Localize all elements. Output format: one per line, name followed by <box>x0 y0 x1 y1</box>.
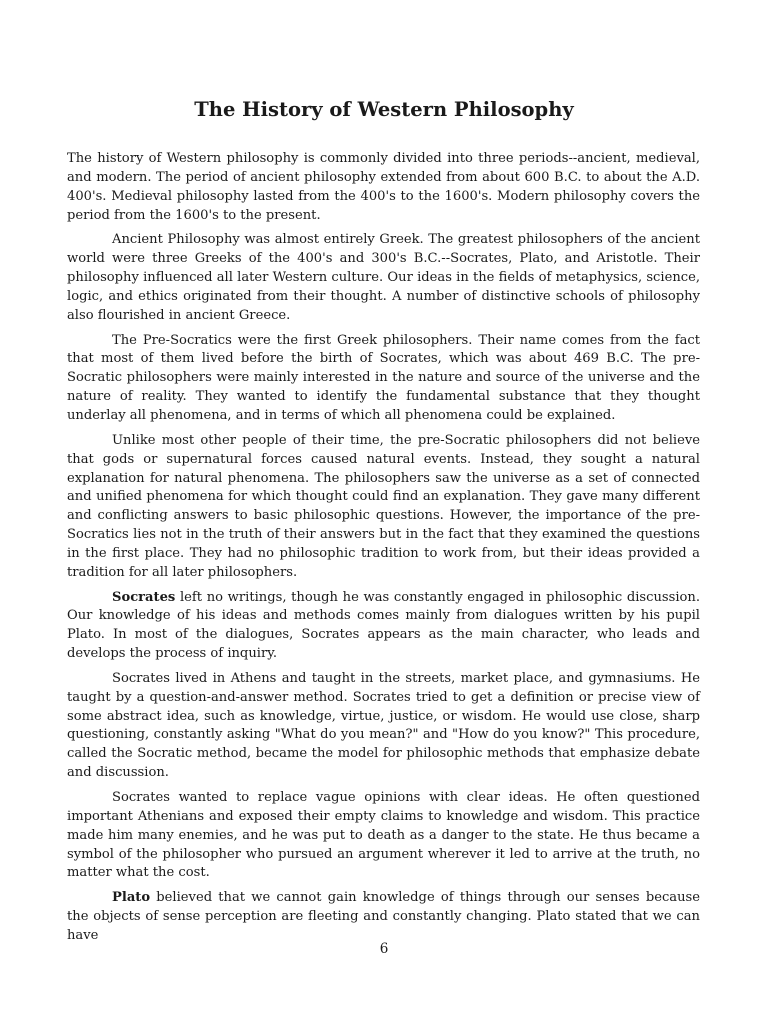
paragraph-text: believed that we cannot gain knowledge of things through our senses because the objects of sense perception are fleeting and constantly changing. Plato stated that we can have <box>67 890 700 943</box>
paragraph-socrates-writings <box>67 589 700 664</box>
paragraph-text: left no writings, though he was constantly engaged in philosophic discussion. Our knowledge of his ideas and methods comes mainly from dialogues written by his pupil Plato. In most of the dialogues, Socrates appears as the main character, who leads and develops the process of inquiry. <box>67 589 700 662</box>
paragraph-ancient-philosophy <box>67 231 700 325</box>
paragraph-text: Unlike most other people of their time, the pre-Socratic philosophers did not believe that gods or supernatural forces caused natural events. Instead, they sought a natural explanation for natural phenomena. The philosophers saw the universe as a set of connected and unified phenomena for which thought could find an explanation. They gave many different and conflicting answers to basic philosophic questions. However, the importance of the pre-Socratics lies not in the truth of their answers but in the fact that they examined the questions in the first place. They had no philosophic tradition to work from, but their ideas provided a tradition for all later philosophers. <box>67 432 700 580</box>
paragraph-socrates-death <box>67 789 700 883</box>
paragraph-plato <box>67 889 700 946</box>
paragraph-text: The history of Western philosophy is commonly divided into three periods--ancient, medieval, and modern. The period of ancient philosophy extended from about 600 B.C. to about the A.D. 400's. Medieval philosophy lasted from the 400's to the 1600's. Modern philosophy covers the period from the 1600's to the present. <box>67 151 700 223</box>
paragraph-socratic-method <box>67 670 700 783</box>
paragraph-pre-socratics <box>67 332 700 426</box>
document-title: The History of Western Philosophy <box>194 98 574 121</box>
document-body <box>67 150 700 946</box>
page-number: 6 <box>379 941 389 957</box>
paragraph-lead-term: Socrates <box>112 589 176 605</box>
paragraph-lead-term: Plato <box>112 890 151 906</box>
paragraph-text: Socrates wanted to replace vague opinions with clear ideas. He often questioned important Athenians and exposed their empty claims to knowledge and wisdom. This practice made him many enemies, and he was put to death as a danger to the state. He thus became a symbol of the philosopher who pursued an argument wherever it led to arrive at the truth, no matter what the cost. <box>67 790 700 881</box>
paragraph-periods <box>67 150 700 225</box>
paragraph-pre-socratic-explanations <box>67 432 700 583</box>
paragraph-text: Ancient Philosophy was almost entirely Greek. The greatest philosophers of the ancient world were three Greeks of the 400's and 300's B.C.--Socrates, Plato, and Aristotle. Their philosophy influenced all later Western culture. Our ideas in the fields of metaphysics, science, logic, and ethics originated from their thought. A number of distinctive schools of philosophy also flourished in ancient Greece. <box>67 232 700 323</box>
paragraph-text: Socrates lived in Athens and taught in the streets, market place, and gymnasiums. He taught by a question-and-answer method. Socrates tried to get a definition or precise view of some abstract idea, such as knowledge, virtue, justice, or wisdom. He would use close, sharp questioning, constantly asking "What do you mean?" and "How do you know?" This procedure, called the Socratic method, became the model for philosophic methods that emphasize debate and discussion. <box>67 670 700 781</box>
paragraph-text: The Pre-Socratics were the first Greek philosophers. Their name comes from the fact that most of them lived before the birth of Socrates, which was about 469 B.C. The pre-Socratic philosophers were mainly interested in the nature and source of the universe and the nature of reality. They wanted to identify the fundamental substance that they thought underlay all phenomena, and in terms of which all phenomena could be explained. <box>67 332 700 423</box>
